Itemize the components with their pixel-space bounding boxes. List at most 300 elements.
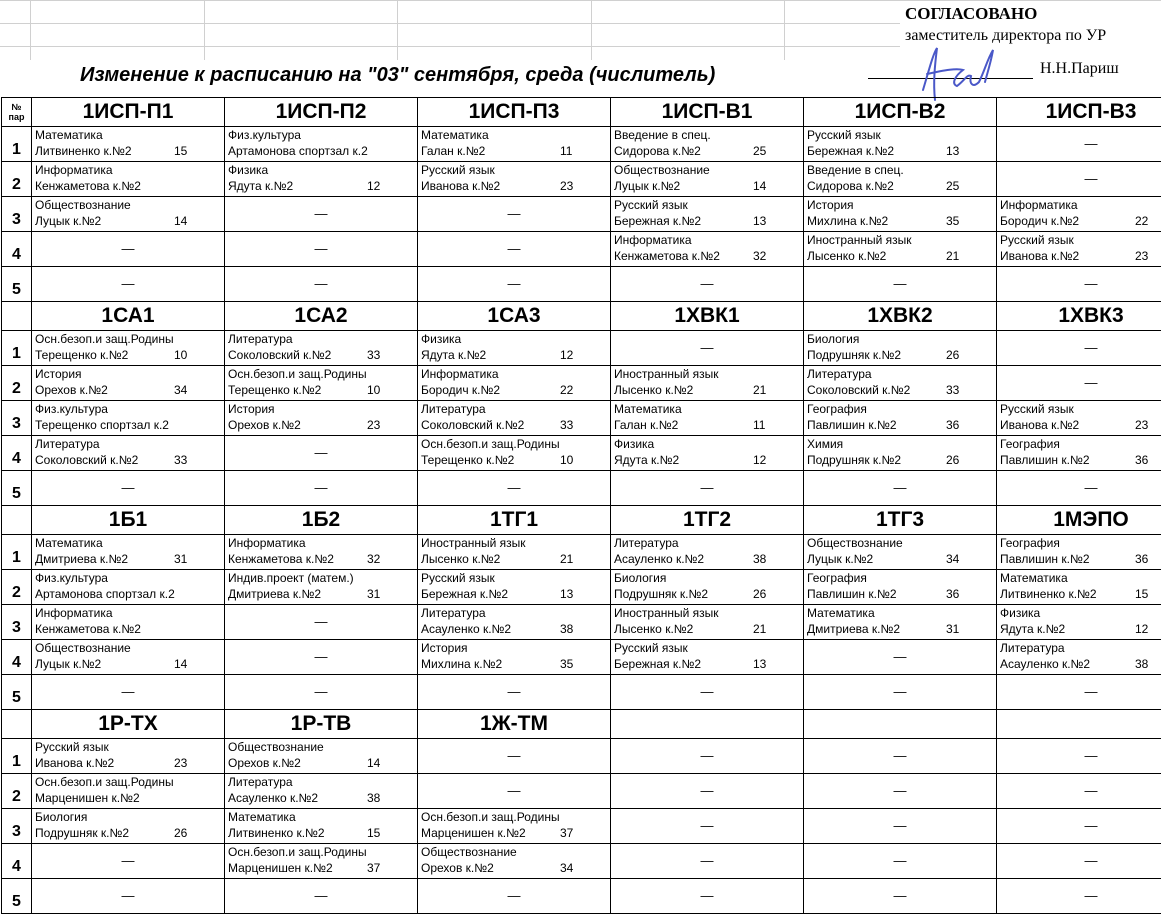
no-lesson-dash: — (997, 879, 1161, 913)
pair-number: 1 (2, 535, 32, 570)
teacher-room: Соколовский к.№2 (228, 347, 417, 363)
no-lesson-dash: — (225, 605, 417, 639)
lesson-cell (611, 162, 804, 197)
lesson-info (32, 331, 224, 363)
pair-number: 3 (2, 197, 32, 232)
table-row (2, 535, 1161, 570)
room-number: 33 (174, 452, 224, 468)
no-lesson-dash: — (225, 471, 417, 505)
no-lesson-dash: — (997, 162, 1161, 196)
lesson-cell (804, 232, 997, 267)
no-lesson-dash: — (611, 267, 803, 301)
group-name: 1Б1 (32, 506, 225, 535)
table-row (2, 331, 1161, 366)
pair-number: 3 (2, 809, 32, 844)
lesson-info (804, 127, 996, 159)
subject: Литература (421, 401, 610, 417)
no-lesson-dash: — (611, 739, 803, 773)
lesson-cell (804, 535, 997, 570)
no-lesson-dash: — (804, 675, 996, 709)
table-row (2, 162, 1161, 197)
teacher-room: Марценишен к.№2 (35, 790, 224, 806)
lesson-cell (32, 232, 225, 267)
subject: Информатика (228, 535, 417, 551)
subject: Иностранный язык (421, 535, 610, 551)
lesson-cell (225, 570, 418, 605)
lesson-cell (804, 774, 997, 809)
lesson-info (32, 436, 224, 468)
room-number: 12 (1135, 621, 1161, 637)
lesson-cell (804, 471, 997, 506)
lesson-info (804, 436, 996, 468)
teacher-room: Иванова к.№2 (1000, 248, 1161, 264)
lesson-info (418, 535, 610, 567)
lesson-cell (32, 127, 225, 162)
lesson-info (418, 640, 610, 672)
lesson-cell (611, 401, 804, 436)
no-lesson-dash: — (804, 267, 996, 301)
group-name: 1ИСП-П3 (418, 98, 611, 127)
lesson-info (32, 774, 224, 806)
lesson-cell (997, 535, 1161, 570)
room-number: 34 (560, 860, 610, 876)
lesson-info (32, 127, 224, 159)
teacher-room: Галан к.№2 (614, 417, 803, 433)
teacher-room: Дмитриева к.№2 (228, 586, 417, 602)
subject: Обществознание (807, 535, 996, 551)
room-number: 13 (946, 143, 996, 159)
lesson-cell (611, 640, 804, 675)
no-lesson-dash: — (225, 197, 417, 231)
approver-name: Н.Н.Париш (1040, 60, 1119, 78)
lesson-cell (611, 436, 804, 471)
lesson-cell (611, 127, 804, 162)
room-number: 21 (946, 248, 996, 264)
subject: Физика (228, 162, 417, 178)
lesson-cell (611, 197, 804, 232)
lesson-cell (225, 879, 418, 914)
group-name: 1ИСП-В2 (804, 98, 997, 127)
subject: Физика (421, 331, 610, 347)
teacher-room: Бережная к.№2 (614, 656, 803, 672)
no-lesson-dash: — (804, 471, 996, 505)
subject: Введение в спец. (807, 162, 996, 178)
lesson-info (997, 570, 1161, 602)
lesson-info (611, 162, 803, 194)
room-number: 36 (1135, 452, 1161, 468)
lesson-cell (418, 535, 611, 570)
pair-number: 2 (2, 162, 32, 197)
room-number: 13 (753, 656, 803, 672)
lesson-cell (225, 366, 418, 401)
subject: Осн.безоп.и защ.Родины (35, 331, 224, 347)
teacher-room: Кенжаметова к.№2 (614, 248, 803, 264)
lesson-cell (225, 471, 418, 506)
room-number: 14 (174, 656, 224, 672)
pair-number: 5 (2, 879, 32, 914)
lesson-cell (804, 570, 997, 605)
lesson-cell (611, 605, 804, 640)
group-name: 1Ж-ТМ (418, 710, 611, 739)
lesson-info (32, 570, 224, 602)
lesson-cell (997, 331, 1161, 366)
room-number: 26 (946, 347, 996, 363)
lesson-cell (418, 809, 611, 844)
group-header-row (2, 302, 1161, 331)
lesson-cell (225, 267, 418, 302)
lesson-cell (611, 471, 804, 506)
lesson-info (418, 162, 610, 194)
group-name: 1ИСП-П1 (32, 98, 225, 127)
table-row (2, 879, 1161, 914)
lesson-cell (225, 127, 418, 162)
grid-line (0, 46, 900, 47)
lesson-cell (418, 267, 611, 302)
room-number: 35 (946, 213, 996, 229)
teacher-room: Михлина к.№2 (807, 213, 996, 229)
room-number: 32 (753, 248, 803, 264)
lesson-cell (32, 366, 225, 401)
no-lesson-dash: — (32, 675, 224, 709)
grid-line (784, 0, 785, 60)
pair-number: 3 (2, 605, 32, 640)
teacher-room: Михлина к.№2 (421, 656, 610, 672)
lesson-info (611, 535, 803, 567)
pair-number-label: № (2, 102, 31, 112)
approval-role: заместитель директора по УР (905, 27, 1106, 45)
teacher-room: Бородич к.№2 (1000, 213, 1161, 229)
lesson-info (611, 366, 803, 398)
table-row (2, 197, 1161, 232)
lesson-info (418, 127, 610, 159)
schedule-table (1, 97, 1161, 914)
teacher-room: Подрушняк к.№2 (807, 347, 996, 363)
lesson-cell (997, 232, 1161, 267)
lesson-info (225, 535, 417, 567)
lesson-info (804, 401, 996, 433)
teacher-room: Соколовский к.№2 (35, 452, 224, 468)
subject: Введение в спец. (614, 127, 803, 143)
no-lesson-dash: — (611, 675, 803, 709)
lesson-info (804, 162, 996, 194)
subject: География (1000, 535, 1161, 551)
lesson-info (418, 436, 610, 468)
group-name (611, 710, 804, 739)
table-row (2, 844, 1161, 879)
table-row (2, 232, 1161, 267)
group-name: 1ТГ1 (418, 506, 611, 535)
grid-line (204, 0, 205, 60)
teacher-room: Терещенко к.№2 (228, 382, 417, 398)
group-name: 1ИСП-В1 (611, 98, 804, 127)
lesson-cell (997, 605, 1161, 640)
subject: История (35, 366, 224, 382)
lesson-cell (997, 739, 1161, 774)
group-name: 1ХВК3 (997, 302, 1161, 331)
lesson-cell (32, 844, 225, 879)
teacher-room: Кенжаметова к.№2 (228, 551, 417, 567)
lesson-info (804, 331, 996, 363)
room-number: 31 (174, 551, 224, 567)
table-row (2, 471, 1161, 506)
no-lesson-dash: — (32, 844, 224, 878)
lesson-cell (225, 331, 418, 366)
no-lesson-dash: — (611, 331, 803, 365)
approval-title: СОГЛАСОВАНО (905, 4, 1106, 24)
subject: Математика (35, 535, 224, 551)
room-number: 13 (560, 586, 610, 602)
subject: География (807, 401, 996, 417)
subject: География (807, 570, 996, 586)
lesson-info (225, 774, 417, 806)
lesson-cell (32, 535, 225, 570)
lesson-cell (804, 739, 997, 774)
lesson-cell (611, 535, 804, 570)
lesson-cell (32, 739, 225, 774)
lesson-info (418, 605, 610, 637)
group-name: 1ИСП-В3 (997, 98, 1161, 127)
room-number: 21 (560, 551, 610, 567)
teacher-room: Орехов к.№2 (35, 382, 224, 398)
lesson-cell (997, 401, 1161, 436)
table-row (2, 640, 1161, 675)
table-row (2, 605, 1161, 640)
teacher-room: Асауленко к.№2 (614, 551, 803, 567)
lesson-cell (418, 366, 611, 401)
no-lesson-dash: — (32, 471, 224, 505)
lesson-cell (418, 331, 611, 366)
lesson-info (611, 401, 803, 433)
group-header-row (2, 98, 1161, 127)
teacher-room: Бородич к.№2 (421, 382, 610, 398)
subject: Русский язык (614, 640, 803, 656)
teacher-room: Литвиненко к.№2 (228, 825, 417, 841)
room-number: 12 (753, 452, 803, 468)
group-header-row (2, 506, 1161, 535)
subject: Литература (421, 605, 610, 621)
lesson-cell (997, 675, 1161, 710)
subject: Биология (35, 809, 224, 825)
group-name: 1ХВК2 (804, 302, 997, 331)
group-name: 1Б2 (225, 506, 418, 535)
lesson-cell (804, 879, 997, 914)
room-number: 23 (1135, 248, 1161, 264)
lesson-info (418, 401, 610, 433)
no-lesson-dash: — (611, 844, 803, 878)
subject: Обществознание (421, 844, 610, 860)
subject: Иностранный язык (614, 366, 803, 382)
no-lesson-dash: — (804, 739, 996, 773)
lesson-cell (418, 401, 611, 436)
lesson-cell (32, 267, 225, 302)
subject: Литература (35, 436, 224, 452)
room-number: 11 (753, 417, 803, 433)
subject: Иностранный язык (614, 605, 803, 621)
teacher-room: Иванова к.№2 (1000, 417, 1161, 433)
group-name (997, 710, 1161, 739)
subject: Информатика (421, 366, 610, 382)
subject: Осн.безоп.и защ.Родины (35, 774, 224, 790)
no-lesson-dash: — (225, 879, 417, 913)
no-lesson-dash: — (32, 267, 224, 301)
no-lesson-dash: — (997, 366, 1161, 400)
room-number: 33 (367, 347, 417, 363)
room-number: 15 (367, 825, 417, 841)
lesson-cell (997, 197, 1161, 232)
subject: Индив.проект (матем.) (228, 570, 417, 586)
teacher-room: Терещенко к.№2 (421, 452, 610, 468)
teacher-room: Бережная к.№2 (614, 213, 803, 229)
lesson-cell (611, 675, 804, 710)
no-lesson-dash: — (418, 232, 610, 266)
subject: Математика (807, 605, 996, 621)
table-row (2, 267, 1161, 302)
table-row (2, 774, 1161, 809)
lesson-info (32, 640, 224, 672)
lesson-info (804, 366, 996, 398)
group-header-row (2, 710, 1161, 739)
lesson-info (997, 436, 1161, 468)
lesson-cell (997, 844, 1161, 879)
pair-number-label: пар (2, 112, 31, 122)
subject: Литература (228, 331, 417, 347)
lesson-cell (225, 197, 418, 232)
subject: Информатика (614, 232, 803, 248)
table-row (2, 570, 1161, 605)
room-number: 38 (753, 551, 803, 567)
no-lesson-dash: — (418, 774, 610, 808)
subject: Литература (614, 535, 803, 551)
room-number: 34 (174, 382, 224, 398)
lesson-cell (225, 436, 418, 471)
teacher-room: Асауленко к.№2 (228, 790, 417, 806)
lesson-info (32, 535, 224, 567)
lesson-cell (225, 401, 418, 436)
lesson-cell (997, 471, 1161, 506)
subject: Химия (807, 436, 996, 452)
room-number: 21 (753, 621, 803, 637)
subject: Русский язык (421, 570, 610, 586)
lesson-cell (418, 436, 611, 471)
lesson-cell (418, 605, 611, 640)
subject: Обществознание (35, 640, 224, 656)
no-lesson-dash: — (418, 471, 610, 505)
lesson-cell (32, 162, 225, 197)
teacher-room: Подрушняк к.№2 (807, 452, 996, 468)
no-lesson-dash: — (225, 640, 417, 674)
lesson-cell (611, 232, 804, 267)
lesson-cell (225, 640, 418, 675)
no-lesson-dash: — (225, 675, 417, 709)
subject: История (807, 197, 996, 213)
teacher-room: Иванова к.№2 (35, 755, 224, 771)
teacher-room: Павлишин к.№2 (1000, 452, 1161, 468)
lesson-cell (611, 366, 804, 401)
lesson-info (32, 162, 224, 194)
lesson-info (997, 535, 1161, 567)
subject: Математика (614, 401, 803, 417)
lesson-info (32, 739, 224, 771)
lesson-cell (611, 774, 804, 809)
no-lesson-dash: — (418, 739, 610, 773)
lesson-cell (804, 605, 997, 640)
room-number: 13 (753, 213, 803, 229)
lesson-cell (32, 436, 225, 471)
teacher-room: Лысенко к.№2 (614, 382, 803, 398)
room-number: 37 (560, 825, 610, 841)
approval-block (905, 4, 1106, 45)
lesson-cell (997, 436, 1161, 471)
lesson-cell (804, 197, 997, 232)
teacher-room: Асауленко к.№2 (1000, 656, 1161, 672)
pair-number: 5 (2, 267, 32, 302)
table-row (2, 809, 1161, 844)
subject: Литература (1000, 640, 1161, 656)
room-number: 10 (367, 382, 417, 398)
lesson-cell (32, 774, 225, 809)
table-row (2, 127, 1161, 162)
subject: Физ.культура (35, 401, 224, 417)
teacher-room: Марценишен к.№2 (228, 860, 417, 876)
room-number: 33 (946, 382, 996, 398)
lesson-cell (611, 570, 804, 605)
teacher-room: Иванова к.№2 (421, 178, 610, 194)
lesson-cell (997, 640, 1161, 675)
pair-number: 5 (2, 675, 32, 710)
teacher-room: Луцык к.№2 (35, 656, 224, 672)
pair-number: 1 (2, 331, 32, 366)
lesson-info (225, 331, 417, 363)
lesson-cell (804, 366, 997, 401)
group-name: 1ТГ3 (804, 506, 997, 535)
no-lesson-dash: — (997, 675, 1161, 709)
lesson-cell (611, 739, 804, 774)
teacher-room: Лысенко к.№2 (807, 248, 996, 264)
no-lesson-dash: — (225, 232, 417, 266)
lesson-cell (418, 232, 611, 267)
group-name: 1МЭПО (997, 506, 1161, 535)
grid-line (30, 0, 31, 60)
teacher-room: Асауленко к.№2 (421, 621, 610, 637)
teacher-room: Подрушняк к.№2 (614, 586, 803, 602)
room-number: 36 (946, 417, 996, 433)
no-lesson-dash: — (997, 331, 1161, 365)
grid-line (397, 0, 398, 60)
lesson-info (32, 401, 224, 433)
subject: Математика (228, 809, 417, 825)
room-number: 38 (1135, 656, 1161, 672)
room-number: 12 (560, 347, 610, 363)
group-name (804, 710, 997, 739)
no-lesson-dash: — (997, 844, 1161, 878)
room-number: 10 (560, 452, 610, 468)
no-lesson-dash: — (611, 471, 803, 505)
lesson-info (804, 197, 996, 229)
pair-number: 4 (2, 436, 32, 471)
room-number: 23 (560, 178, 610, 194)
lesson-info (225, 570, 417, 602)
room-number: 22 (560, 382, 610, 398)
subject: Русский язык (614, 197, 803, 213)
grid-line (591, 0, 592, 60)
pair-number: 2 (2, 366, 32, 401)
lesson-cell (804, 267, 997, 302)
pair-number: 2 (2, 570, 32, 605)
room-number: 38 (560, 621, 610, 637)
lesson-cell (804, 162, 997, 197)
lesson-cell (997, 570, 1161, 605)
teacher-room: Терещенко к.№2 (35, 347, 224, 363)
